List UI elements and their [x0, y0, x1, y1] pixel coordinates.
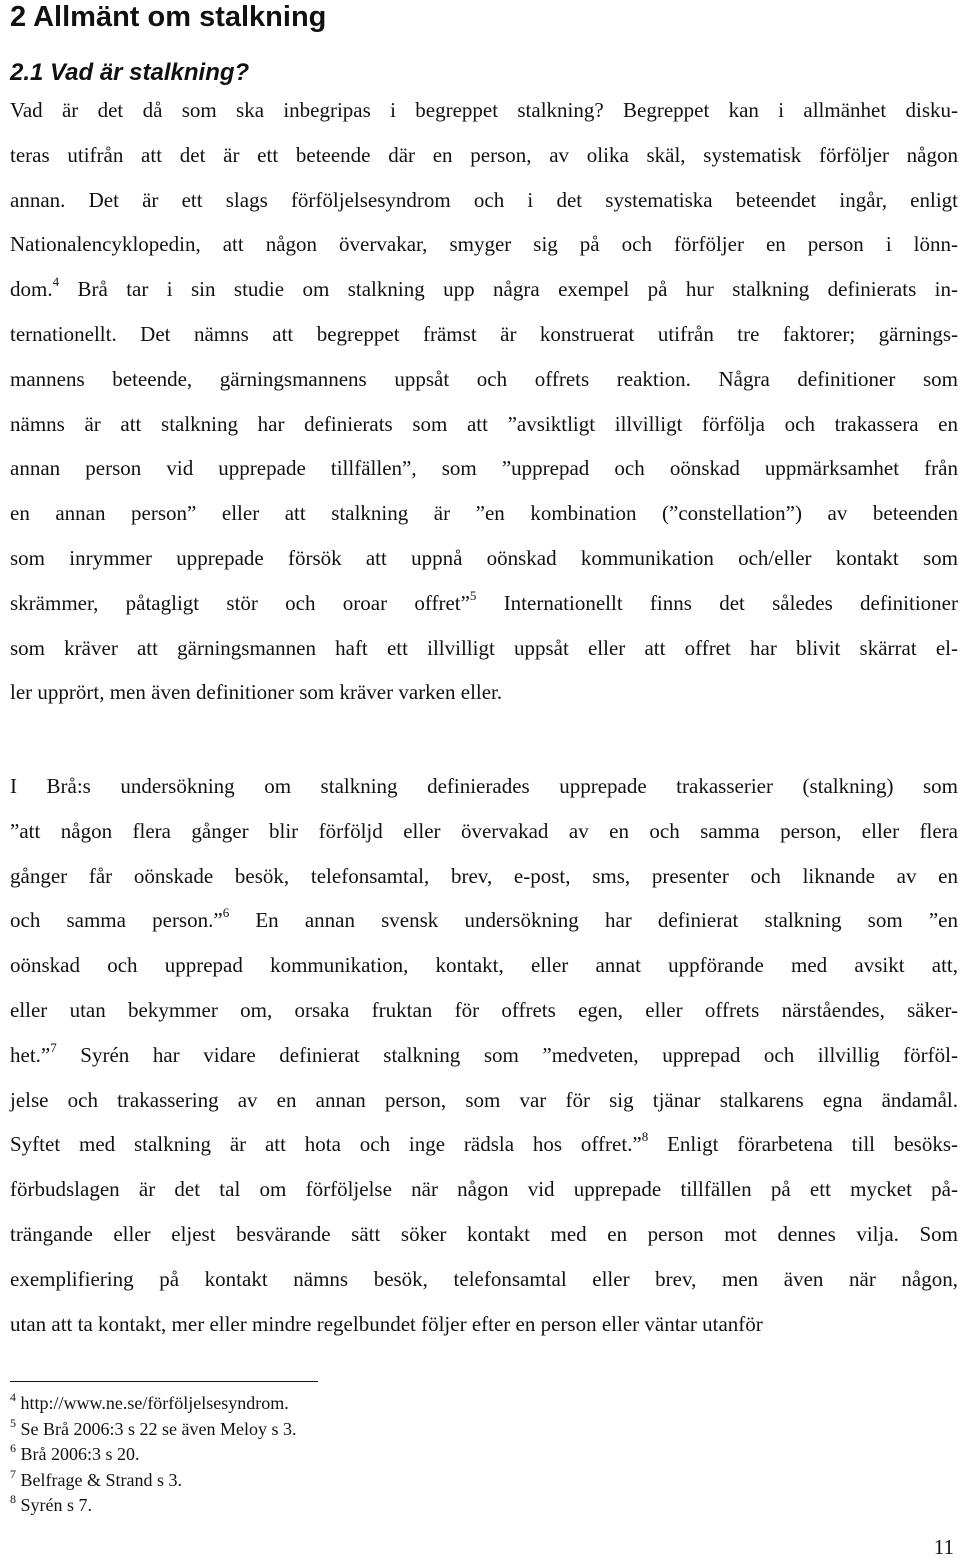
text-line: [10, 581, 958, 626]
footnote-number: 6: [10, 1441, 16, 1455]
footnote-number: 7: [10, 1466, 16, 1481]
text-line: annan. Det är ett slags förföljelsesyndrom och i det systematiska beteendet ingår, enligt: [10, 187, 958, 212]
text-line: ”att någon flera gånger blir förföljd eller övervakad av en och samma person, eller flera: [10, 818, 958, 843]
text-line: utan att ta kontakt, mer eller mindre regelbundet följer efter en person eller väntar utanför: [10, 1311, 763, 1336]
text-segment: En annan svensk undersökning har definierat stalkning som ”en: [229, 908, 958, 933]
footnote-reference: 8: [641, 1129, 649, 1145]
body-paragraph-bra-study: [10, 764, 958, 1346]
text-line: förbudslagen är det tal om förföljelse när någon vid upprepade tillfällen på ett mycket på-: [10, 1177, 958, 1202]
footnote-number: 5: [10, 1415, 16, 1430]
footnote-text: Se Brå 2006:3 s 22 se även Meloy s 3.: [16, 1418, 297, 1439]
text-line: [10, 1033, 958, 1078]
text-segment: Syrén har vidare definierat stalkning som ”medveten, upprepad och illvillig förföl-: [56, 1042, 958, 1067]
text-segment: och samma person.”: [10, 908, 223, 933]
footnote-separator: [10, 1381, 318, 1382]
text-line: Nationalencyklopedin, att någon övervakar, smyger sig på och förföljer en person i lönn-: [10, 232, 958, 257]
footnote: [10, 1417, 958, 1443]
footnote-text: Brå 2006:3 s 20.: [16, 1444, 140, 1464]
text-segment: Enligt förarbetena till besöks-: [648, 1132, 958, 1157]
footnote-reference: 7: [50, 1039, 57, 1055]
page-number: 11: [933, 1535, 954, 1559]
text-line: annan person vid upprepade tillfällen”, som ”upprepad och oönskad uppmärksamhet från: [10, 456, 958, 481]
text-line: gånger får oönskade besök, telefonsamtal, brev, e-post, sms, presenter och liknande av en: [10, 863, 958, 888]
footnote: [10, 1468, 958, 1494]
text-segment: Brå tar i sin studie om stalkning upp några exempel på hur stalkning definierats in-: [59, 277, 958, 302]
body-paragraph-definitions: [10, 88, 958, 715]
footnote: [10, 1391, 958, 1417]
text-segment: het.”: [10, 1042, 51, 1067]
text-line: oönskad och upprepad kommunikation, kontakt, eller annat uppförande med avsikt att,: [10, 953, 958, 978]
footnote-number: 4: [10, 1390, 16, 1404]
text-line: Vad är det då som ska inbegripas i begreppet stalkning? Begreppet kan i allmänhet disku-: [10, 98, 958, 122]
text-segment: Internationellt finns det således definitioner: [476, 590, 958, 615]
text-line: [10, 898, 958, 943]
text-line: som inrymmer upprepade försök att uppnå oönskad kommunikation och/eller kontakt som: [10, 545, 958, 570]
text-line: [10, 1122, 958, 1167]
text-line: trängande eller eljest besvärande sätt söker kontakt med en person mot dennes vilja. Som: [10, 1221, 958, 1246]
footnote-reference: 4: [52, 274, 60, 290]
text-line: som kräver att gärningsmannen haft ett illvilligt uppsåt eller att offret har blivit skärrat el-: [10, 635, 958, 660]
footnote-reference: 5: [469, 587, 477, 603]
text-segment: dom.: [10, 277, 53, 302]
footnotes: [10, 1391, 958, 1519]
chapter-heading: 2 Allmänt om stalkning: [10, 1, 327, 33]
footnote-text: http://www.ne.se/förföljelsesyndrom.: [16, 1393, 289, 1413]
text-line: teras utifrån att det är ett beteende där en person, av olika skäl, systematisk förföljer någon: [10, 142, 958, 167]
text-segment: Syftet med stalkning är att hota och inge rädsla hos offret.”: [10, 1132, 642, 1157]
text-segment: skrämmer, påtagligt stör och oroar offret”: [10, 590, 470, 615]
footnote-reference: 6: [222, 905, 230, 921]
footnote-number: 8: [10, 1492, 16, 1506]
text-line: mannens beteende, gärningsmannens uppsåt och offrets reaktion. Några definitioner som: [10, 366, 958, 391]
section-heading: 2.1 Vad är stalkning?: [10, 59, 250, 86]
footnote-text: Syrén s 7.: [16, 1495, 92, 1515]
text-line: eller utan bekymmer om, orsaka fruktan för offrets egen, eller offrets närståendes, säker-: [10, 997, 958, 1022]
footnote: [10, 1442, 958, 1468]
text-line: jelse och trakassering av en annan person, som var för sig tjänar stalkarens egna ändamål.: [10, 1087, 958, 1112]
text-line: nämns är att stalkning har definierats som att ”avsiktligt illvilligt förfölja och trakassera en: [10, 411, 958, 436]
footnote-text: Belfrage & Strand s 3.: [16, 1469, 182, 1490]
text-line: I Brå:s undersökning om stalkning definierades upprepade trakasserier (stalkning) som: [10, 774, 958, 798]
text-line: ternationellt. Det nämns att begreppet främst är konstruerat utifrån tre faktorer; gärnings-: [10, 321, 958, 346]
footnote: [10, 1493, 958, 1519]
text-line: exemplifiering på kontakt nämns besök, telefonsamtal eller brev, men även när någon,: [10, 1266, 958, 1291]
text-line: en annan person” eller att stalkning är ”en kombination (”constellation”) av beteenden: [10, 501, 958, 526]
text-line: [10, 267, 958, 312]
text-line: ler upprört, men även definitioner som kräver varken eller.: [10, 680, 503, 705]
